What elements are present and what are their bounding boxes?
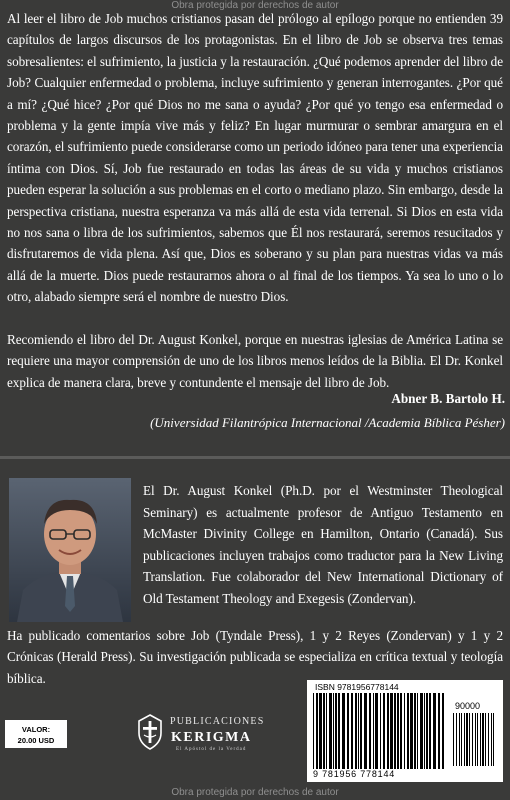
barcode-bar [360,693,362,769]
barcode-bar [459,713,460,766]
barcode-bar [394,693,396,769]
barcode-bar [429,693,431,769]
barcode-bar [456,713,457,766]
author-photo [9,478,131,622]
publisher-logo-icon [135,713,165,751]
review-paragraph-1: Al leer el libro de Job muchos cristianos pasan del prólogo al epílogo porque no entienden 39 capítulos de largos discursos de los protagonistas. En el libro de Job se observa tres temas sobresalientes: el sufrimiento, la justicia y la restauración. ¿Qué podemos aprender del libro de Job? Cualquier enfermedad o problema, incluye sufrimiento y generan interrogantes. ¿Por qué a mí? ¿Qué hice? ¿Por qué Dios no me sana o ayuda? ¿Por qué yo tengo esa enfermedad o problema y la gente impía vive más y feliz? En lugar murmurar o sembrar amargura en el corazón, el sufrimiento puede considerarse como un periodo idóneo para tener una experiencia íntima con Dios. Sí, Job fue restaurado en todas las áreas de su vida y muchos cristianos pueden esperar la solución a sus problemas en el corto o mediano plazo. Sin embargo, desde la perspectiva cristiana, nuestra esperanza va más allá de esta vida terrenal. Si Dios en esta vida no nos sana o libra de los sufrimientos, sabemos que Él nos restaurará, seremos resucitados y disfrutaremos de vida plena. Así que, Dios es soberano y su plan para nuestras vidas va más allá de la muerte. Dios puede restaurarnos ahora o al final de los tiempos. Ya sea lo uno o lo otro, alabado siempre será el nombre de nuestro Dios. [7,11,503,305]
barcode-bar [329,693,332,769]
barcode-bar [351,693,353,769]
price-code: 90000 [455,701,481,711]
barcode-bar [369,693,371,769]
barcode-bar [319,693,322,769]
price-label-box [5,720,67,748]
barcode-bar [390,693,393,769]
barcode-bar [426,693,428,769]
barcode-bar [442,693,444,769]
copyright-watermark-bottom: Obra protegida por derechos de autor [171,787,339,798]
barcode-bar [477,713,478,766]
barcode-bar [493,713,494,766]
barcode-bar [380,693,381,769]
barcode-bar [472,713,473,766]
barcode-bar [438,693,440,769]
isbn-digits: 9 781956 778144 [313,769,396,779]
barcode-bar [482,713,484,766]
barcode-bar [375,693,378,769]
reviewer-signature: Abner B. Bartolo H. [391,391,505,406]
barcode-bar [453,713,454,766]
barcode-bar [491,713,492,766]
barcode-bar [485,713,486,766]
barcode-bar [316,693,318,769]
barcode-bar [313,693,314,769]
author-bio-paragraph-2: Ha publicado comentarios sobre Job (Tyndale Press), 1 y 2 Reyes (Zondervan) y 1 y 2 Crónicas (Herald Press). Su investigación publicada se especializa en crítica textual y teología bíblica. [7,628,503,686]
barcode-bar [433,693,436,769]
reviewer-institution: (Universidad Filantrópica Internacional /Academia Bíblica Pésher) [150,415,505,430]
barcode-bar [410,693,413,769]
barcode-bar [407,693,409,769]
barcode-bar [417,693,418,769]
isbn-barcode-block [307,680,503,782]
barcode-bar [335,693,337,769]
section-divider [0,456,510,459]
barcode-bar [364,693,367,769]
barcode-bar [466,713,468,766]
barcode-bar [333,693,334,769]
review-paragraph-2: Recomiendo el libro del Dr. August Konkel, porque en nuestras iglesias de América Latina se requiere una mayor comprensión de uno de los libros menos leídos de la Biblia. El Dr. Konkel explica de manera clara, breve y contundente el mensaje del libro de Job. [7,332,503,390]
isbn-label: ISBN 9781956778144 [315,682,399,692]
publisher-name: PUBLICACIONES [170,716,265,727]
barcode-bar [461,713,462,766]
barcode-bar [420,693,423,769]
barcode-bar [464,713,465,766]
barcode-bar [397,693,399,769]
barcode-bar [326,693,327,769]
barcode-bar [387,693,389,769]
barcode-bar [475,713,476,766]
isbn-barcode-bars [313,693,445,769]
price-label: VALOR: [21,725,51,734]
barcode-bar [383,693,385,769]
price-code-barcode-bars [453,713,497,766]
barcode-bar [404,693,405,769]
barcode-bar [342,693,345,769]
author-bio-paragraph-1: El Dr. August Konkel (Ph.D. por el Westminster Theological Seminary) es actualmente profesor de Antiguo Testamento en McMaster Divinity College en Hamilton, Ontario (Canadá). Sus publicaciones incluyen trabajos como traductor para la New Living Translation. Fue colaborador del New International Dictionary of Old Testament Theology and Exegesis (Zondervan). [143,483,503,606]
publisher-brand: KERIGMA [171,730,252,745]
price-amount: 20.00 USD [17,736,55,745]
barcode-bar [355,693,357,769]
barcode-bar [347,693,349,769]
barcode-bar [480,713,481,766]
barcode-bar [338,693,340,769]
barcode-bar [414,693,416,769]
barcode-bar [400,693,402,769]
publisher-tagline: El Apóstol de la Verdad [176,747,247,752]
barcode-bar [358,693,359,769]
barcode-bar [323,693,325,769]
barcode-bar [373,693,374,769]
barcode-bar [488,713,489,766]
barcode-bar [469,713,470,766]
barcode-bar [424,693,425,769]
copyright-watermark-top: Obra protegida por derechos de autor [171,0,339,11]
